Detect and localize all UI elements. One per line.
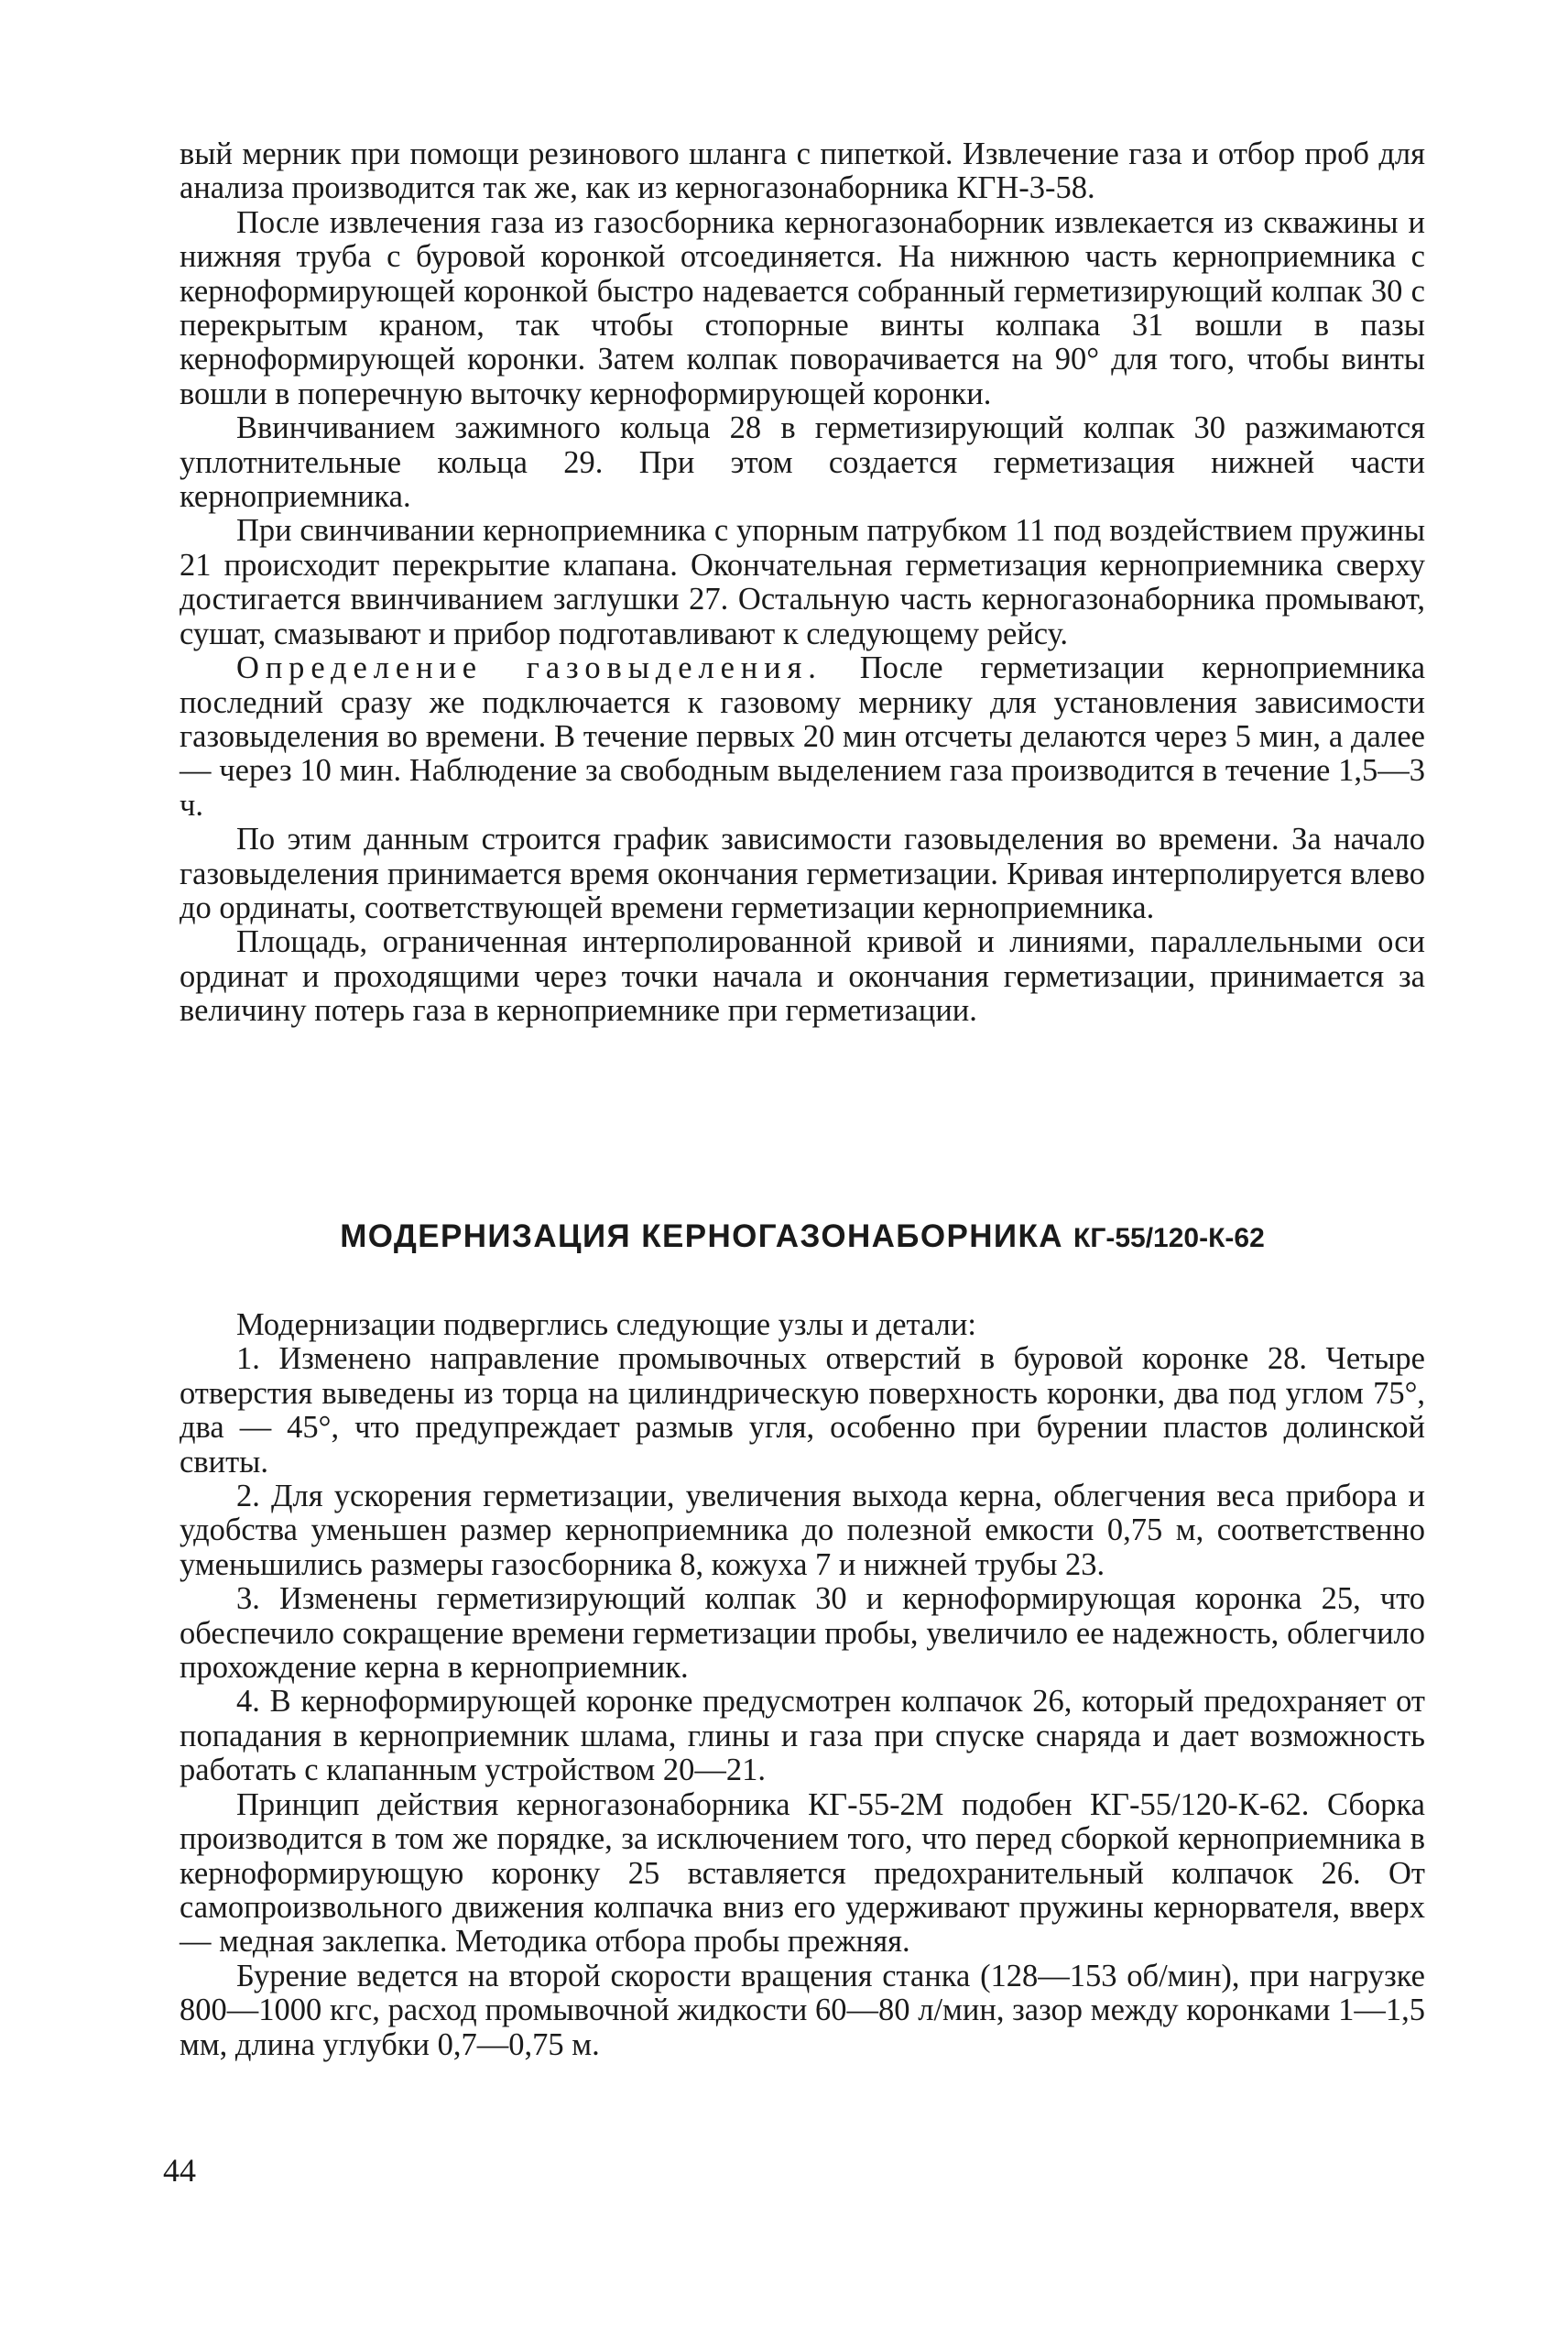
- paragraph: Площадь, ограниченная интерполированной кривой и линиями, параллельными оси ординат и проходящими через точки начала и окончания герметизации, принимается за величину потерь газа в керноприемнике при герметизации.: [180, 924, 1425, 1029]
- paragraph: По этим данным строится график зависимости газовыделения во времени. За начало газовыделения принимается время окончания герметизации. Кривая интерполируется влево до ординаты, соответствующей времени герметизации керноприемника.: [180, 822, 1425, 925]
- paragraph: Бурение ведется на второй скорости вращения станка (128—153 об/мин), при нагрузке 800—1000 кгс, расход промывочной жидкости 60—80 л/мин, зазор между коронками 1—1,5 мм, длина углубки 0,7—0,75 м.: [180, 1958, 1425, 2062]
- section-heading-code: КГ-55/120-К-62: [1073, 1223, 1265, 1253]
- paragraph: Ввинчиванием зажимного кольца 28 в герметизирующий колпак 30 разжимаются уплотнительные кольца 29. При этом создается герметизация нижней части керноприемника.: [180, 410, 1425, 515]
- page-number: 44: [163, 2152, 196, 2189]
- section-heading-title: МОДЕРНИЗАЦИЯ КЕРНОГАЗОНАБОРНИКА: [340, 1218, 1063, 1254]
- list-item: 2. Для ускорения герметизации, увеличения выхода керна, облегчения веса прибора и удобства уменьшен размер керноприемника до полезной емкости 0,75 м, соответственно уменьшились размеры газосборника 8, кожуха 7 и нижней трубы 23.: [180, 1479, 1425, 1582]
- section-2-text: [180, 1308, 1425, 2062]
- section-heading: [180, 1218, 1425, 1255]
- paragraph: вый мерник при помощи резинового шланга с пипеткой. Извлечение газа и отбор проб для анализа производится так же, как из керногазонаборника КГН-3-58.: [180, 137, 1425, 206]
- paragraph: [180, 651, 1425, 823]
- paragraph: Модернизации подверглись следующие узлы и детали:: [236, 1307, 976, 1342]
- paragraph: При свинчивании керноприемника с упорным патрубком 11 под воздействием пружины 21 происходит перекрытие клапана. Окончательная герметизация керноприемника сверху достигается ввинчиванием заглушки 27. Остальную часть керногазонаборника промывают, сушат, смазывают и прибор подготавливают к следующему рейсу.: [180, 513, 1425, 651]
- paragraph: Принцип действия керногазонаборника КГ-55-2М подобен КГ-55/120-К-62. Сборка производится в том же порядке, за исключением того, что перед сборкой керноприемника в керноформирующую коронку 25 вставляется предохранительный колпачок 26. От самопроизвольного движения колпачка вниз его удерживают пружины кернорвателя, вверх — медная заклепка. Методика отбора пробы прежняя.: [180, 1786, 1425, 1960]
- section-1-text: [180, 137, 1425, 1029]
- paragraph: После извлечения газа из газосборника керногазонаборник извлекается из скважины и нижняя труба с буровой коронкой отсоединяется. На нижнюю часть керноприемника с керноформирующей коронкой быстро надевается собранный герметизирующий колпак 30 с перекрытым краном, так чтобы стопорные винты колпака 31 вошли в пазы керноформирующей коронки. Затем колпак поворачивается на 90° для того, чтобы винты вошли в поперечную выточку керноформирующей коронки.: [180, 204, 1425, 411]
- paragraph-lead-term: Определение газовыделения.: [236, 650, 822, 686]
- list-item: 1. Изменено направление промывочных отверстий в буровой коронке 28. Четыре отверстия выведены из торца на цилиндрическую поверхность коронки, два под углом 75°, два — 45°, что предупреждает размыв угля, особенно при бурении пластов долинской свиты.: [180, 1341, 1425, 1480]
- paragraph-body: После герметизации керноприемника последний сразу же подключается к газовому мернику для установления зависимости газовыделения во времени. В течение первых 20 мин отсчеты делаются через 5 мин, а далее — через 10 мин. Наблюдение за свободным выделением газа производится в течение 1,5—3 ч.: [180, 650, 1426, 823]
- list-item: 3. Изменены герметизирующий колпак 30 и керноформирующая коронка 25, что обеспечило сокращение времени герметизации пробы, увеличило ее надежность, облегчило прохождение керна в керноприемник.: [180, 1581, 1425, 1686]
- list-item: 4. В керноформирующей коронке предусмотрен колпачок 26, который предохраняет от попадания в керноприемник шлама, глины и газа при спуске снаряда и дает возможность работать с клапанным устройством 20—21.: [180, 1684, 1425, 1788]
